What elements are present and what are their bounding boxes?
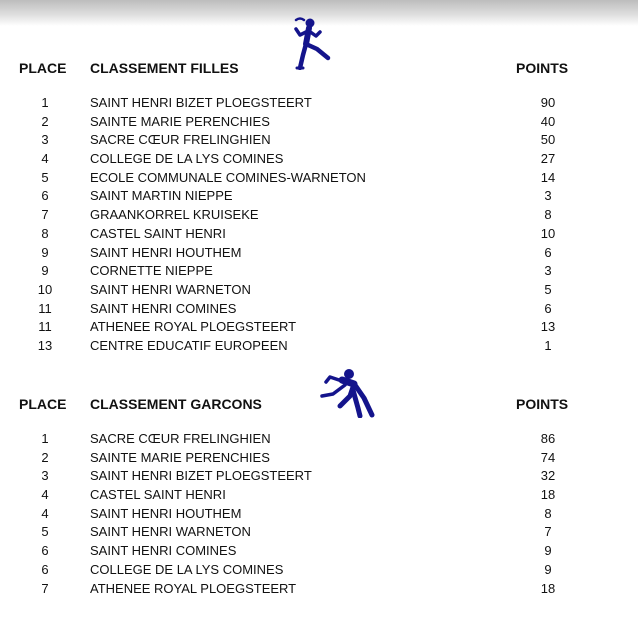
place-cell: 9 — [41, 244, 49, 260]
points-cell: 13 — [540, 319, 556, 335]
place-cell: 3 — [41, 132, 49, 148]
place-cell: 4 — [41, 151, 49, 167]
table-row — [0, 131, 638, 150]
school-name-cell: ECOLE COMMUNALE COMINES-WARNETON — [90, 169, 366, 185]
girls-place-header: PLACE — [19, 60, 67, 76]
school-name-cell: ATHENEE ROYAL PLOEGSTEERT — [90, 580, 297, 596]
school-name-cell: SAINT HENRI HOUTHEM — [90, 244, 242, 260]
school-name-cell: SAINT HENRI COMINES — [90, 543, 237, 559]
place-cell: 4 — [41, 487, 49, 503]
table-row — [0, 430, 638, 449]
place-cell: 7 — [41, 207, 49, 223]
table-row — [0, 318, 638, 337]
runner-icon — [288, 16, 332, 70]
place-cell: 6 — [41, 561, 49, 577]
points-cell: 86 — [540, 431, 556, 446]
place-cell: 2 — [41, 113, 49, 129]
school-name-cell: SACRE CŒUR FRELINGHIEN — [90, 132, 271, 148]
boys-points-header: POINTS — [516, 396, 569, 412]
place-cell: 8 — [41, 225, 49, 241]
place-cell: 5 — [41, 524, 49, 540]
table-row — [0, 580, 638, 599]
school-name-cell: COLLEGE DE LA LYS COMINES — [90, 561, 284, 577]
table-row — [0, 169, 638, 188]
place-cell: 1 — [41, 431, 49, 446]
place-cell: 2 — [41, 449, 49, 465]
school-name-cell: SAINT HENRI BIZET PLOEGSTEERT — [90, 468, 312, 484]
points-cell: 1 — [544, 337, 552, 353]
table-row — [0, 187, 638, 206]
place-cell: 7 — [41, 580, 49, 596]
table-row — [0, 225, 638, 244]
school-name-cell: SAINTE MARIE PERENCHIES — [90, 113, 270, 129]
school-name-cell: CASTEL SAINT HENRI — [90, 225, 226, 241]
place-cell: 6 — [41, 543, 49, 559]
school-name-cell: CASTEL SAINT HENRI — [90, 487, 226, 503]
sprinter-icon — [318, 368, 378, 418]
points-cell: 40 — [540, 113, 556, 129]
table-row — [0, 561, 638, 580]
points-cell: 74 — [540, 449, 556, 465]
points-cell: 9 — [544, 543, 552, 559]
girls-title: CLASSEMENT FILLES — [90, 60, 239, 76]
place-cell: 9 — [41, 263, 49, 279]
table-row — [0, 505, 638, 524]
table-row — [0, 206, 638, 225]
table-row — [0, 337, 638, 356]
place-cell: 5 — [41, 169, 49, 185]
points-cell: 3 — [544, 188, 552, 204]
points-cell: 32 — [540, 468, 556, 484]
place-cell: 13 — [37, 337, 53, 353]
school-name-cell: SAINT HENRI HOUTHEM — [90, 505, 242, 521]
points-cell: 8 — [544, 207, 552, 223]
school-name-cell: CORNETTE NIEPPE — [90, 263, 213, 279]
table-row — [0, 300, 638, 319]
school-name-cell: SACRE CŒUR FRELINGHIEN — [90, 431, 271, 446]
points-cell: 6 — [544, 244, 552, 260]
table-row — [0, 467, 638, 486]
place-cell: 3 — [41, 468, 49, 484]
points-cell: 10 — [540, 225, 556, 241]
school-name-cell: SAINT HENRI BIZET PLOEGSTEERT — [90, 95, 312, 110]
place-cell: 11 — [38, 300, 52, 316]
points-cell: 90 — [540, 95, 556, 110]
boys-ranking-list — [0, 430, 638, 598]
table-row — [0, 542, 638, 561]
school-name-cell: GRAANKORREL KRUISEKE — [90, 207, 259, 223]
school-name-cell: SAINTE MARIE PERENCHIES — [90, 449, 270, 465]
points-cell: 6 — [544, 300, 552, 316]
table-row — [0, 94, 638, 113]
school-name-cell: CENTRE EDUCATIF EUROPEEN — [90, 337, 288, 353]
place-cell: 4 — [41, 505, 49, 521]
table-row — [0, 262, 638, 281]
table-row — [0, 281, 638, 300]
table-row — [0, 113, 638, 132]
boys-title: CLASSEMENT GARCONS — [90, 396, 262, 412]
table-row — [0, 150, 638, 169]
school-name-cell: SAINT MARTIN NIEPPE — [90, 188, 233, 204]
table-row — [0, 449, 638, 468]
school-name-cell: ATHENEE ROYAL PLOEGSTEERT — [90, 319, 297, 335]
points-cell: 18 — [540, 580, 556, 596]
points-cell: 14 — [540, 169, 556, 185]
table-row — [0, 523, 638, 542]
girls-points-header: POINTS — [516, 60, 569, 76]
place-cell: 1 — [41, 95, 49, 110]
school-name-cell: SAINT HENRI WARNETON — [90, 524, 251, 540]
school-name-cell: COLLEGE DE LA LYS COMINES — [90, 151, 284, 167]
points-cell: 7 — [544, 524, 552, 540]
place-cell: 11 — [38, 319, 52, 335]
table-row — [0, 486, 638, 505]
girls-ranking-list — [0, 94, 638, 356]
points-cell: 27 — [540, 151, 556, 167]
points-cell: 9 — [544, 561, 552, 577]
school-name-cell: SAINT HENRI WARNETON — [90, 281, 251, 297]
points-cell: 8 — [544, 505, 552, 521]
points-cell: 50 — [540, 132, 556, 148]
boys-place-header: PLACE — [19, 396, 67, 412]
points-cell: 5 — [544, 281, 552, 297]
points-cell: 18 — [540, 487, 556, 503]
school-name-cell: SAINT HENRI COMINES — [90, 300, 237, 316]
table-row — [0, 244, 638, 263]
place-cell: 10 — [37, 281, 53, 297]
points-cell: 3 — [544, 263, 552, 279]
place-cell: 6 — [41, 188, 49, 204]
